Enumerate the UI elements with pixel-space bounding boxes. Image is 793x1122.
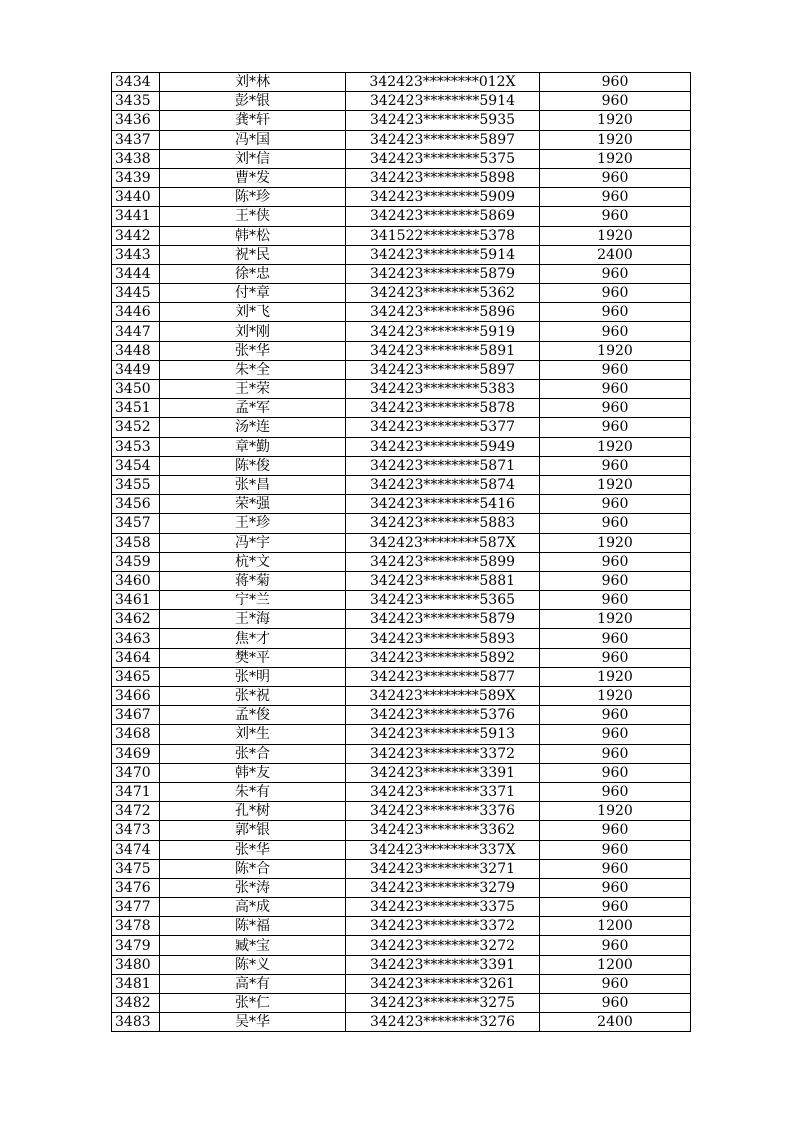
amount-cell: 1920 (540, 802, 691, 821)
id-number-cell: 342423********5883 (346, 514, 540, 533)
id-number-cell: 342423********5892 (346, 648, 540, 667)
table-row (112, 629, 691, 648)
table-row (112, 495, 691, 514)
name-cell: 刘*飞 (160, 303, 346, 322)
amount-cell: 960 (540, 878, 691, 897)
name-cell: 彭*银 (160, 92, 346, 111)
id-number-cell: 342423********5879 (346, 610, 540, 629)
id-number-cell: 342423********3362 (346, 821, 540, 840)
amount-cell: 1920 (540, 475, 691, 494)
name-cell: 朱*有 (160, 782, 346, 801)
amount-cell: 960 (540, 303, 691, 322)
table-row (112, 802, 691, 821)
row-number-cell: 3447 (112, 322, 160, 341)
amount-cell: 960 (540, 495, 691, 514)
id-number-cell: 342423********5874 (346, 475, 540, 494)
row-number-cell: 3482 (112, 994, 160, 1013)
row-number-cell: 3478 (112, 917, 160, 936)
name-cell: 冯*国 (160, 130, 346, 149)
name-cell: 郭*银 (160, 821, 346, 840)
row-number-cell: 3462 (112, 610, 160, 629)
row-number-cell: 3479 (112, 936, 160, 955)
amount-cell: 960 (540, 73, 691, 92)
table-row (112, 591, 691, 610)
table-row (112, 514, 691, 533)
amount-cell: 1200 (540, 955, 691, 974)
table-row (112, 284, 691, 303)
amount-cell: 960 (540, 725, 691, 744)
id-number-cell: 342423********5383 (346, 380, 540, 399)
id-number-cell: 342423********5896 (346, 303, 540, 322)
name-cell: 张*明 (160, 667, 346, 686)
row-number-cell: 3443 (112, 245, 160, 264)
amount-cell: 960 (540, 168, 691, 187)
amount-cell: 1200 (540, 917, 691, 936)
table-row (112, 725, 691, 744)
row-number-cell: 3458 (112, 533, 160, 552)
amount-cell: 960 (540, 322, 691, 341)
table-row (112, 380, 691, 399)
row-number-cell: 3446 (112, 303, 160, 322)
row-number-cell: 3465 (112, 667, 160, 686)
name-cell: 荣*强 (160, 495, 346, 514)
data-table (111, 72, 691, 1032)
name-cell: 朱*全 (160, 360, 346, 379)
row-number-cell: 3455 (112, 475, 160, 494)
name-cell: 冯*宇 (160, 533, 346, 552)
name-cell: 陈*福 (160, 917, 346, 936)
id-number-cell: 342423********5377 (346, 418, 540, 437)
row-number-cell: 3467 (112, 706, 160, 725)
amount-cell: 960 (540, 92, 691, 111)
amount-cell: 960 (540, 994, 691, 1013)
id-number-cell: 342423********3391 (346, 763, 540, 782)
id-number-cell: 342423********5869 (346, 207, 540, 226)
name-cell: 杭*文 (160, 552, 346, 571)
id-number-cell: 342423********3261 (346, 974, 540, 993)
table-row (112, 1013, 691, 1032)
table-row (112, 917, 691, 936)
name-cell: 高*成 (160, 898, 346, 917)
id-number-cell: 342423********5375 (346, 149, 540, 168)
id-number-cell: 342423********5909 (346, 188, 540, 207)
id-number-cell: 342423********3391 (346, 955, 540, 974)
id-number-cell: 341522********5378 (346, 226, 540, 245)
amount-cell: 960 (540, 974, 691, 993)
row-number-cell: 3452 (112, 418, 160, 437)
name-cell: 汤*连 (160, 418, 346, 437)
id-number-cell: 342423********587X (346, 533, 540, 552)
id-number-cell: 342423********3372 (346, 744, 540, 763)
amount-cell: 960 (540, 552, 691, 571)
id-number-cell: 342423********3376 (346, 802, 540, 821)
name-cell: 韩*松 (160, 226, 346, 245)
name-cell: 龚*轩 (160, 111, 346, 130)
table-row (112, 533, 691, 552)
name-cell: 张*合 (160, 744, 346, 763)
id-number-cell: 342423********5376 (346, 706, 540, 725)
id-number-cell: 342423********5893 (346, 629, 540, 648)
amount-cell: 1920 (540, 130, 691, 149)
row-number-cell: 3438 (112, 149, 160, 168)
table-row (112, 936, 691, 955)
id-number-cell: 342423********5899 (346, 552, 540, 571)
row-number-cell: 3451 (112, 399, 160, 418)
id-number-cell: 342423********337X (346, 840, 540, 859)
table-row (112, 303, 691, 322)
table-row (112, 955, 691, 974)
row-number-cell: 3471 (112, 782, 160, 801)
row-number-cell: 3461 (112, 591, 160, 610)
amount-cell: 2400 (540, 245, 691, 264)
amount-cell: 960 (540, 284, 691, 303)
row-number-cell: 3436 (112, 111, 160, 130)
row-number-cell: 3480 (112, 955, 160, 974)
table-row (112, 207, 691, 226)
row-number-cell: 3476 (112, 878, 160, 897)
row-number-cell: 3470 (112, 763, 160, 782)
name-cell: 张*华 (160, 341, 346, 360)
table-row (112, 610, 691, 629)
id-number-cell: 342423********3375 (346, 898, 540, 917)
name-cell: 徐*忠 (160, 264, 346, 283)
row-number-cell: 3449 (112, 360, 160, 379)
id-number-cell: 342423********3276 (346, 1013, 540, 1032)
name-cell: 王*珍 (160, 514, 346, 533)
amount-cell: 960 (540, 763, 691, 782)
row-number-cell: 3440 (112, 188, 160, 207)
id-number-cell: 342423********3271 (346, 859, 540, 878)
row-number-cell: 3444 (112, 264, 160, 283)
table-row (112, 245, 691, 264)
id-number-cell: 342423********5871 (346, 456, 540, 475)
table-row (112, 475, 691, 494)
name-cell: 付*章 (160, 284, 346, 303)
name-cell: 刘*刚 (160, 322, 346, 341)
table-row (112, 264, 691, 283)
table-row (112, 399, 691, 418)
row-number-cell: 3450 (112, 380, 160, 399)
table-row (112, 782, 691, 801)
name-cell: 高*有 (160, 974, 346, 993)
name-cell: 王*海 (160, 610, 346, 629)
name-cell: 韩*友 (160, 763, 346, 782)
table-row (112, 130, 691, 149)
table-row (112, 648, 691, 667)
name-cell: 焦*才 (160, 629, 346, 648)
id-number-cell: 342423********5891 (346, 341, 540, 360)
row-number-cell: 3453 (112, 437, 160, 456)
amount-cell: 1920 (540, 341, 691, 360)
amount-cell: 960 (540, 898, 691, 917)
row-number-cell: 3441 (112, 207, 160, 226)
amount-cell: 1920 (540, 149, 691, 168)
name-cell: 孟*军 (160, 399, 346, 418)
row-number-cell: 3439 (112, 168, 160, 187)
table-row (112, 149, 691, 168)
amount-cell: 1920 (540, 226, 691, 245)
id-number-cell: 342423********5416 (346, 495, 540, 514)
id-number-cell: 342423********589X (346, 687, 540, 706)
table-row (112, 73, 691, 92)
name-cell: 张*祝 (160, 687, 346, 706)
id-number-cell: 342423********5919 (346, 322, 540, 341)
amount-cell: 960 (540, 591, 691, 610)
row-number-cell: 3474 (112, 840, 160, 859)
table-row (112, 840, 691, 859)
amount-cell: 960 (540, 514, 691, 533)
amount-cell: 960 (540, 936, 691, 955)
table-row (112, 111, 691, 130)
name-cell: 刘*林 (160, 73, 346, 92)
id-number-cell: 342423********5878 (346, 399, 540, 418)
table-row (112, 687, 691, 706)
row-number-cell: 3464 (112, 648, 160, 667)
id-number-cell: 342423********5914 (346, 92, 540, 111)
row-number-cell: 3435 (112, 92, 160, 111)
amount-cell: 1920 (540, 687, 691, 706)
name-cell: 张*仁 (160, 994, 346, 1013)
row-number-cell: 3468 (112, 725, 160, 744)
name-cell: 陈*合 (160, 859, 346, 878)
id-number-cell: 342423********5935 (346, 111, 540, 130)
name-cell: 张*华 (160, 840, 346, 859)
table-row (112, 744, 691, 763)
row-number-cell: 3477 (112, 898, 160, 917)
table-row (112, 92, 691, 111)
table-row (112, 456, 691, 475)
table-row (112, 168, 691, 187)
table-row (112, 188, 691, 207)
name-cell: 孟*俊 (160, 706, 346, 725)
row-number-cell: 3463 (112, 629, 160, 648)
amount-cell: 960 (540, 264, 691, 283)
amount-cell: 960 (540, 399, 691, 418)
name-cell: 王*荣 (160, 380, 346, 399)
table-row (112, 226, 691, 245)
row-number-cell: 3483 (112, 1013, 160, 1032)
amount-cell: 960 (540, 456, 691, 475)
row-number-cell: 3442 (112, 226, 160, 245)
name-cell: 蒋*菊 (160, 571, 346, 590)
id-number-cell: 342423********5913 (346, 725, 540, 744)
row-number-cell: 3454 (112, 456, 160, 475)
table-row (112, 418, 691, 437)
table-row (112, 859, 691, 878)
table-body (112, 73, 691, 1032)
id-number-cell: 342423********012X (346, 73, 540, 92)
amount-cell: 2400 (540, 1013, 691, 1032)
row-number-cell: 3472 (112, 802, 160, 821)
amount-cell: 960 (540, 821, 691, 840)
id-number-cell: 342423********3275 (346, 994, 540, 1013)
id-number-cell: 342423********5362 (346, 284, 540, 303)
table-row (112, 667, 691, 686)
amount-cell: 960 (540, 571, 691, 590)
name-cell: 章*勤 (160, 437, 346, 456)
table-row (112, 322, 691, 341)
name-cell: 吴*华 (160, 1013, 346, 1032)
name-cell: 孔*树 (160, 802, 346, 821)
table-row (112, 878, 691, 897)
table-row (112, 437, 691, 456)
id-number-cell: 342423********5877 (346, 667, 540, 686)
row-number-cell: 3473 (112, 821, 160, 840)
name-cell: 祝*民 (160, 245, 346, 264)
id-number-cell: 342423********5897 (346, 360, 540, 379)
name-cell: 臧*宝 (160, 936, 346, 955)
name-cell: 陈*珍 (160, 188, 346, 207)
name-cell: 曹*发 (160, 168, 346, 187)
amount-cell: 960 (540, 706, 691, 725)
row-number-cell: 3475 (112, 859, 160, 878)
amount-cell: 1920 (540, 667, 691, 686)
name-cell: 樊*平 (160, 648, 346, 667)
row-number-cell: 3459 (112, 552, 160, 571)
name-cell: 陈*义 (160, 955, 346, 974)
row-number-cell: 3456 (112, 495, 160, 514)
amount-cell: 1920 (540, 111, 691, 130)
amount-cell: 960 (540, 782, 691, 801)
id-number-cell: 342423********3272 (346, 936, 540, 955)
amount-cell: 960 (540, 418, 691, 437)
name-cell: 刘*信 (160, 149, 346, 168)
table-row (112, 821, 691, 840)
table-row (112, 994, 691, 1013)
id-number-cell: 342423********3279 (346, 878, 540, 897)
row-number-cell: 3460 (112, 571, 160, 590)
amount-cell: 960 (540, 840, 691, 859)
table-row (112, 571, 691, 590)
table-row (112, 706, 691, 725)
row-number-cell: 3466 (112, 687, 160, 706)
id-number-cell: 342423********5365 (346, 591, 540, 610)
amount-cell: 960 (540, 744, 691, 763)
name-cell: 张*涛 (160, 878, 346, 897)
table-row (112, 898, 691, 917)
amount-cell: 960 (540, 859, 691, 878)
table-row (112, 974, 691, 993)
amount-cell: 960 (540, 188, 691, 207)
row-number-cell: 3437 (112, 130, 160, 149)
amount-cell: 960 (540, 629, 691, 648)
table-row (112, 552, 691, 571)
table-row (112, 341, 691, 360)
amount-cell: 960 (540, 648, 691, 667)
amount-cell: 1920 (540, 610, 691, 629)
id-number-cell: 342423********5897 (346, 130, 540, 149)
row-number-cell: 3448 (112, 341, 160, 360)
id-number-cell: 342423********5949 (346, 437, 540, 456)
id-number-cell: 342423********5898 (346, 168, 540, 187)
row-number-cell: 3434 (112, 73, 160, 92)
id-number-cell: 342423********5914 (346, 245, 540, 264)
table-row (112, 763, 691, 782)
id-number-cell: 342423********3371 (346, 782, 540, 801)
row-number-cell: 3469 (112, 744, 160, 763)
row-number-cell: 3481 (112, 974, 160, 993)
id-number-cell: 342423********5881 (346, 571, 540, 590)
name-cell: 陈*俊 (160, 456, 346, 475)
name-cell: 王*侠 (160, 207, 346, 226)
amount-cell: 960 (540, 360, 691, 379)
amount-cell: 960 (540, 207, 691, 226)
amount-cell: 1920 (540, 533, 691, 552)
amount-cell: 960 (540, 380, 691, 399)
id-number-cell: 342423********5879 (346, 264, 540, 283)
name-cell: 宁*兰 (160, 591, 346, 610)
name-cell: 刘*生 (160, 725, 346, 744)
row-number-cell: 3445 (112, 284, 160, 303)
name-cell: 张*昌 (160, 475, 346, 494)
id-number-cell: 342423********3372 (346, 917, 540, 936)
row-number-cell: 3457 (112, 514, 160, 533)
amount-cell: 1920 (540, 437, 691, 456)
table-row (112, 360, 691, 379)
